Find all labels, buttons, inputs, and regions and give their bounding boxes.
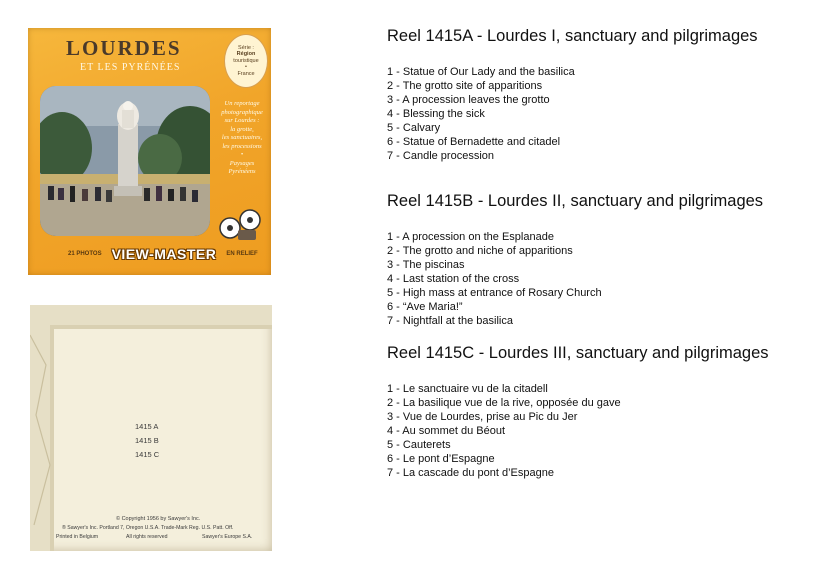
scene-item: 7 - Nightfall at the basilica <box>387 315 513 327</box>
scene-item: 5 - Cauterets <box>387 439 451 451</box>
viewer-reels-icon <box>218 206 262 242</box>
reel-codes <box>135 420 159 462</box>
reel-code: 1415 B <box>135 436 159 445</box>
scene-item: 4 - Last station of the cross <box>387 273 520 285</box>
printed-in: Printed in Belgium <box>56 534 99 540</box>
scene-item: 1 - Statue of Our Lady and the basilica <box>387 66 575 78</box>
cover-photo <box>40 86 210 236</box>
reel-title: Reel 1415C - Lourdes III, sanctuary and pilgrimages <box>387 344 769 362</box>
scene-item: 7 - La cascade du pont d’Espagne <box>387 467 554 479</box>
cover-subtitle: ET LES PYRÉNÉES <box>80 62 181 73</box>
series-badge: Série : Région touristique • France <box>224 34 268 88</box>
reel-title: Reel 1415A - Lourdes I, sanctuary and pilgrimages <box>387 27 758 45</box>
scene-item: 1 - A procession on the Esplanade <box>387 231 554 243</box>
scene-item: 6 - Le pont d’Espagne <box>387 453 495 465</box>
scene-item: 3 - The piscinas <box>387 259 465 271</box>
scene-item: 6 - Statue of Bernadette and citadel <box>387 136 561 148</box>
scene-item: 3 - Vue de Lourdes, prise au Pic du Jer <box>387 411 578 423</box>
reel-title: Reel 1415B - Lourdes II, sanctuary and pilgrimages <box>387 192 764 210</box>
scene-item: 7 - Candle procession <box>387 150 495 162</box>
scene-item: 2 - The grotto and niche of apparitions <box>387 245 573 257</box>
lourdes-statue-image <box>40 86 210 236</box>
back-envelope <box>30 305 272 551</box>
scene-item: 2 - La basilique vue de la rive, opposée du gave <box>387 397 621 409</box>
series-line: France <box>237 70 255 77</box>
scene-item: 3 - A procession leaves the grotto <box>387 94 550 106</box>
reel-1415c <box>387 344 769 480</box>
cover-blurb: Un reportage photographique sur Lourdes : la grotte, les sanctuaires, les processions • Paysages Pyrénéens <box>221 100 263 175</box>
relief-label: EN RELIEF <box>226 251 258 257</box>
scene-list <box>387 65 758 163</box>
trademark-line: ® Sawyer's Inc. Portland 7, Oregon U.S.A. Trade-Mark Reg. U.S. Patt. Off. <box>62 525 234 531</box>
sawyers-europe: Sawyer's Europe S.A. <box>202 534 253 540</box>
reel-code: 1415 A <box>135 422 159 431</box>
scene-list <box>387 382 769 480</box>
scene-item: 4 - Blessing the sick <box>387 108 485 120</box>
cover-title: LOURDES <box>66 36 182 60</box>
reel-code: 1415 C <box>135 450 160 459</box>
scene-list <box>387 230 763 328</box>
rights-reserved: All rights reserved <box>126 534 168 540</box>
series-line: Région <box>236 51 256 58</box>
view-master-logo: VIEW-MASTER <box>111 246 217 262</box>
reel-1415b <box>387 192 763 328</box>
scene-item: 6 - “Ave Maria!” <box>387 301 463 313</box>
scene-item: 4 - Au sommet du Béout <box>387 425 506 437</box>
reel-1415a <box>387 27 758 163</box>
photos-count: 21 PHOTOS <box>68 251 102 257</box>
scene-item: 1 - Le sanctuaire vu de la citadell <box>387 383 548 395</box>
copyright-line: © Copyright 1956 by Sawyer's Inc. <box>116 516 201 522</box>
series-line: touristique <box>233 57 259 64</box>
scene-item: 5 - High mass at entrance of Rosary Church <box>387 287 602 299</box>
series-line: Série : <box>238 44 254 51</box>
scene-item: 5 - Calvary <box>387 122 441 134</box>
cover-footer <box>68 244 268 264</box>
scene-item: 2 - The grotto site of apparitions <box>387 80 543 92</box>
front-cover <box>28 28 271 275</box>
